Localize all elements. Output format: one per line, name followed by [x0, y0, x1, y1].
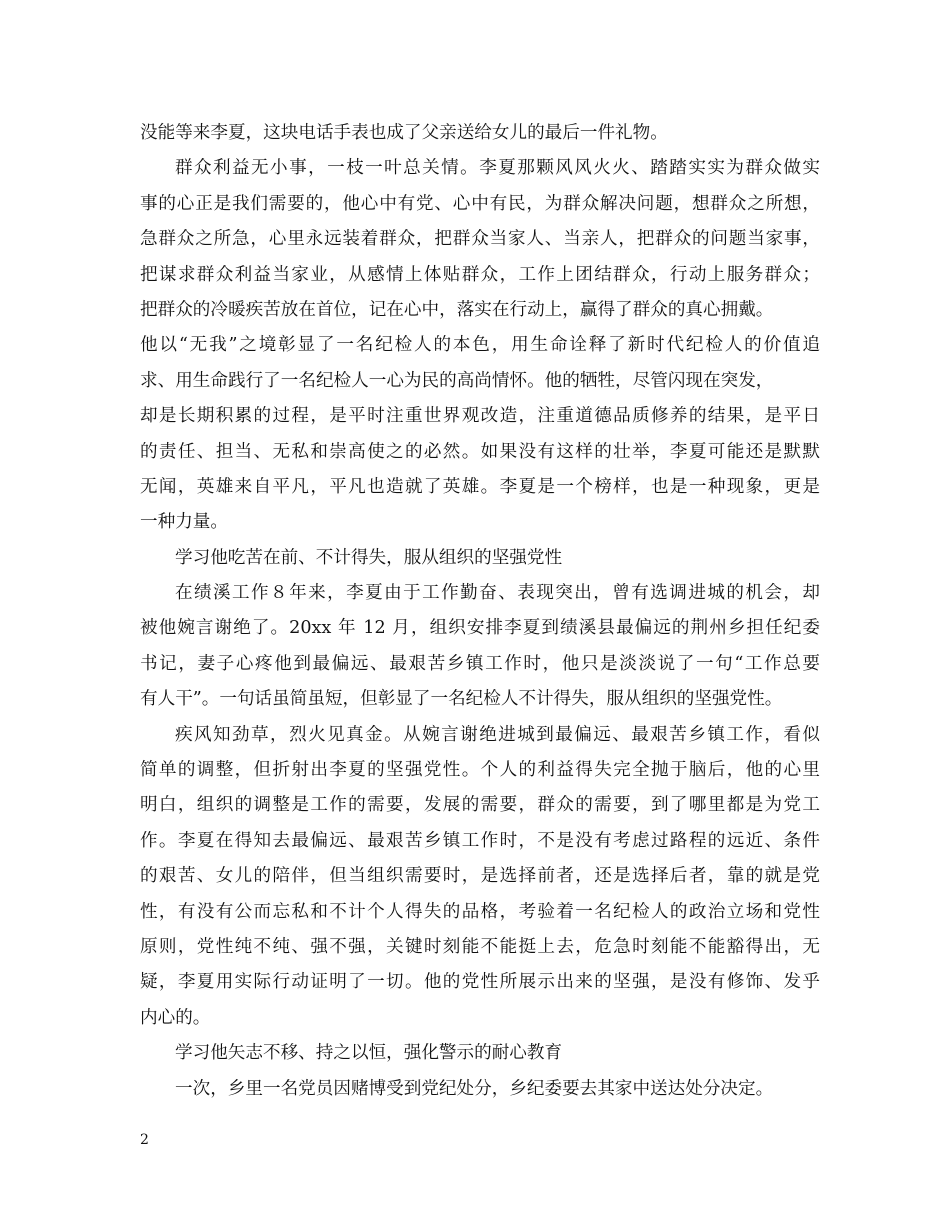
text-line: 原则，党性纯不纯、强不强，关键时刻能不能挺上去，危急时刻能不能豁得出，无 [140, 936, 820, 957]
text-line: 书记，妻子心疼他到最偏远、最艰苦乡镇工作时，他只是淡淡说了一句“工作总要 [140, 653, 820, 674]
text-line: 简单的调整，但折射出李夏的坚强党性。个人的利益得失完全抛于脑后，他的心里 [140, 760, 820, 781]
text-line: 无闻，英雄来自平凡，平凡也造就了英雄。李夏是一个榜样，也是一种现象，更是 [140, 476, 820, 497]
body-text [140, 116, 820, 1107]
text-line: 事的心正是我们需要的，他心中有党、心中有民，为群众解决问题，想群众之所想， [140, 193, 820, 214]
text-line: 急群众之所急，心里永远装着群众，把群众当家人、当亲人，把群众的问题当家事， [140, 229, 820, 250]
text-line: 求、用生命践行了一名纪检人一心为民的高尚情怀。他的牺牲，尽管闪现在突发， [140, 370, 774, 391]
text-line: 的艰苦、女儿的陪伴，但当组织需要时，是选择前者，还是选择后者，靠的就是党 [140, 866, 820, 887]
text-line: 的责任、担当、无私和崇高使之的必然。如果没有这样的壮举，李夏可能还是默默 [140, 441, 820, 462]
text-line: 没能等来李夏，这块电话手表也成了父亲送给女儿的最后一件礼物。 [140, 123, 668, 143]
text-line: 性，有没有公而忘私和不计个人得失的品格，考验着一名纪检人的政治立场和党性 [140, 901, 820, 922]
text-line: 疾风知劲草，烈火见真金。从婉言谢绝进城到最偏远、最艰苦乡镇工作，看似 [175, 724, 820, 745]
text-line: 在绩溪工作８年来，李夏由于工作勤奋、表现突出，曾有选调进城的机会，却 [175, 583, 820, 604]
text-line: 疑，李夏用实际行动证明了一切。他的党性所展示出来的坚强，是没有修饰、发乎 [140, 972, 820, 993]
text-line: 一种力量。 [140, 512, 228, 533]
text-line: 作。李夏在得知去最偏远、最艰苦乡镇工作时，不是没有考虑过路程的远近、条件 [140, 830, 820, 851]
text-line: 把群众的冷暖疾苦放在首位，记在心中，落实在行动上，赢得了群众的真心拥戴。 [140, 299, 774, 320]
page-number: 2 [140, 1132, 149, 1148]
text-line: 内心的。 [140, 1007, 211, 1028]
text-line: 却是长期积累的过程，是平时注重世界观改造，注重道德品质修养的结果，是平日 [140, 406, 820, 427]
text-line: 被他婉言谢绝了。20xx 年 12 月，组织安排李夏到绩溪县最偏远的荆州乡担任纪委 [140, 618, 820, 639]
text-line: 学习他吃苦在前、不计得失，服从组织的坚强党性 [175, 547, 563, 568]
text-line: 群众利益无小事，一枝一叶总关情。李夏那颗风风火火、踏踏实实为群众做实 [175, 158, 820, 179]
text-line: 把谋求群众利益当家业，从感情上体贴群众，工作上团结群众，行动上服务群众； [140, 264, 820, 285]
text-line: 学习他矢志不移、持之以恒，强化警示的耐心教育 [175, 1043, 563, 1064]
text-line: 有人干”。一句话虽简虽短，但彰显了一名纪检人不计得失，服从组织的坚强党性。 [140, 689, 783, 710]
text-line: 明白，组织的调整是工作的需要，发展的需要，群众的需要，到了哪里都是为党工 [140, 795, 820, 816]
text-line: 他以“无我”之境彰显了一名纪检人的本色，用生命诠释了新时代纪检人的价值追 [140, 335, 820, 356]
text-line: 一次，乡里一名党员因赌博受到党纪处分，乡纪委要去其家中送达处分决定。 [175, 1078, 774, 1099]
